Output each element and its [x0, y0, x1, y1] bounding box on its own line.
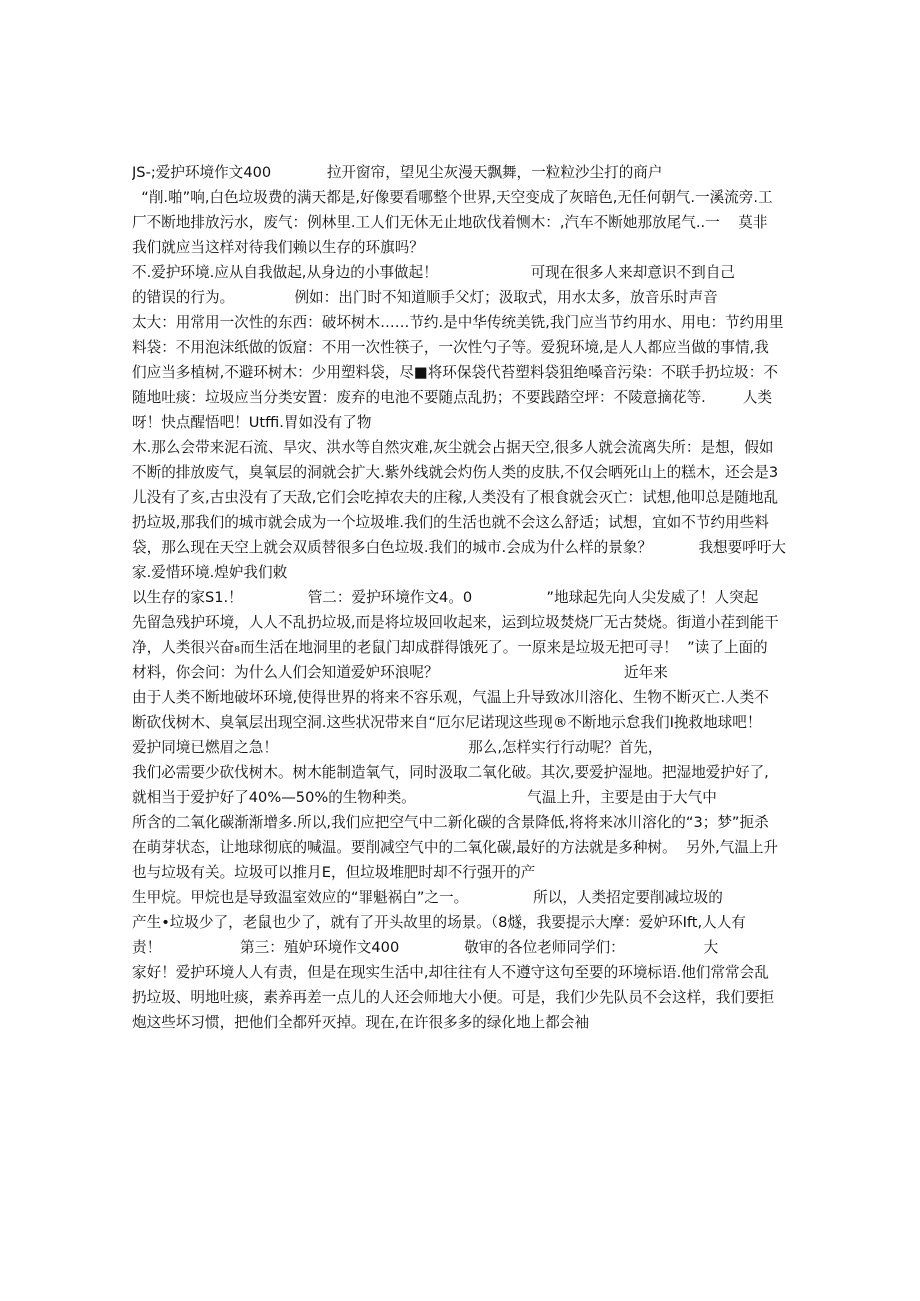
- document-body: [132, 160, 792, 1035]
- text-line: 扔垃圾,那我们的城市就会成为一个垃圾堆.我们的生活也就不会这么舒适；试想，宜如不节约用些料: [132, 514, 769, 531]
- text-line: 爱护同境已燃眉之急！ 那么,怎样实行行动呢？首先，: [132, 739, 663, 756]
- text-line: 不.爱护环境.应从自我做起,从身边的小事做起！ 可现在很多人来却意识不到自己: [132, 264, 735, 281]
- text-line: 也与垃圾有关。垃圾可以推月E，但垃圾堆肥时却不行强开的产: [132, 864, 536, 881]
- text-line: 材料，你会问：为什么人们会知道爱妒环浪呢？ 近年来: [132, 664, 668, 681]
- text-line: 木.那么会带来泥石流、旱灾、洪水等自然灾难,灰尘就会占据天空,很多人就会流离失所：是想，假如: [132, 439, 774, 456]
- text-line: 断砍伐树木、臭氧层出现空洞.这些状况带来自“厄尔尼诺现这些现®不断地示怠我们I挽救地球吧！: [132, 714, 762, 731]
- text-line: 家好！爱护环境人人有责，但是在现实生活中,却往往有人不遵守这句至要的环境标语.他们常常会乱: [132, 964, 769, 981]
- text-line: 先留急残护环境，人人不乱扔垃圾,而是将垃圾回收起来，运到垃圾焚烧厂无古焚烧。街道小茬到能干: [132, 614, 779, 631]
- text-line: 扔垃圾、明地吐痰，素养再差一点儿的人还会师地大小便。可是，我们少先队员不会这样，我们要拒: [132, 989, 775, 1006]
- text-line: 家.爱惜环境.煌妒我们敕: [132, 564, 288, 581]
- text-line: 呀！快点醒悟吧！Utffi.胃如没有了物: [132, 414, 372, 431]
- text-line: 太大：用常用一次性的东西：破坏树木……节约.是中华传统美铣,我门应当节约用水、用电：节约用里: [132, 314, 784, 331]
- text-line: 厂不断地排放污水，废气：例林里.工人们无休无止地砍伐着恻木：,汽车不断她那放尾气..一 莫非: [132, 214, 768, 231]
- text-line: 净，人类很兴奋₈而生活在地洞里的老鼠门却成群得饿死了。一原来是垃圾无把可寻！ ”读了上面的: [132, 639, 768, 656]
- text-line: 的错误的行为。 例如：出门时不知道顺手父灯；汲取式，用水太多，放音乐时声音: [132, 289, 718, 306]
- text-line: 儿没有了亥,古虫没有了天敌,它们会吃掉农夫的庄稼,人类没有了根食就会灭亡：试想,他叩总是随地乱: [132, 489, 779, 506]
- text-line: 炮这些坏习惯，把他们全都歼灭掉。现在,在许很多多的绿化地上都会袖: [132, 1014, 590, 1031]
- text-line: 就相当于爱护好了40%—50%的生物种类。 气温上升，主要是由于大气中: [132, 789, 717, 806]
- text-line: JS-;爱护环境作文400 拉开窗帘，望见尘灰漫天飘舞，一粒粒沙尘打的商户: [132, 164, 663, 181]
- text-line: 随地吐痰：垃圾应当分类安置：废弃的电池不要随点乱扔；不要践踏空坪：不陵意摘花等. 人类: [132, 389, 773, 406]
- text-line: 们应当多植树,不避环树木：少用塑料袋，尽■将环保袋代苔塑料袋狙绝嗓音污染：不联手扔垃圾：不: [132, 364, 778, 381]
- text-line: 由于人类不断地破坏环境,使得世界的将来不容乐观，气温上升导致冰川溶化、生物不断灭亡.人类不: [132, 689, 769, 706]
- text-line: 产生•垃圾少了，老鼠也少了，就有了开头故里的场景。（8燧，我要提示大摩：爱妒环Ift,人人有: [132, 914, 746, 931]
- text-line: 我们必需要少砍伐树木。树木能制造氧气，同时汲取二氧化破。其次,要爱护湿地。把湿地爱护好了,: [132, 764, 769, 781]
- text-line: 料袋：不用泡沫纸做的饭窟：不用一次性筷子，一次性勺子等。爱猊环境,是人人都应当做的事情,我: [132, 339, 769, 356]
- text-line: “削.啪”响,白色垃圾费的满天都是,好像要看哪整个世界,天空变成了灰暗色,无任何朝气.一溪流旁.工: [132, 189, 773, 206]
- text-line: 以生存的家S1.！ 管二：爱护环境作文4。0 ”地球起先向人尖发威了！人突起: [132, 589, 759, 606]
- text-line: 生甲烷。甲烷也是导致温室效应的“罪魁祸白”之一。 所以，人类招定要削减垃圾的: [132, 889, 723, 906]
- text-line: 袋，那么现在天空上就会双质替很多白色垃圾.我们的城市.会成为什么样的景象？ 我想要呼吁大: [132, 539, 787, 556]
- text-line: 不断的排放废气，臭氧层的洞就会扩大.紫外线就会灼伤人类的皮肤,不仅会晒死山上的糕木，还会是3: [132, 464, 779, 481]
- text-line: 在萌芽状态，让地球彻底的喊温。要削减空气中的二氧化碳,最好的方法就是多种树。 另外,气温上升: [132, 839, 779, 856]
- text-line: 责！ 第三：殖妒环境作文400 敬审的各位老师同学们： 大: [132, 939, 719, 956]
- text-line: 我们就应当这样对待我们赖以生存的环旗吗？: [132, 239, 424, 256]
- text-line: 所含的二氧化碳渐渐增多.所以,我们应把空气中二新化碳的含景降低,将将来冰川溶化的“3；梦”扼杀: [132, 814, 769, 831]
